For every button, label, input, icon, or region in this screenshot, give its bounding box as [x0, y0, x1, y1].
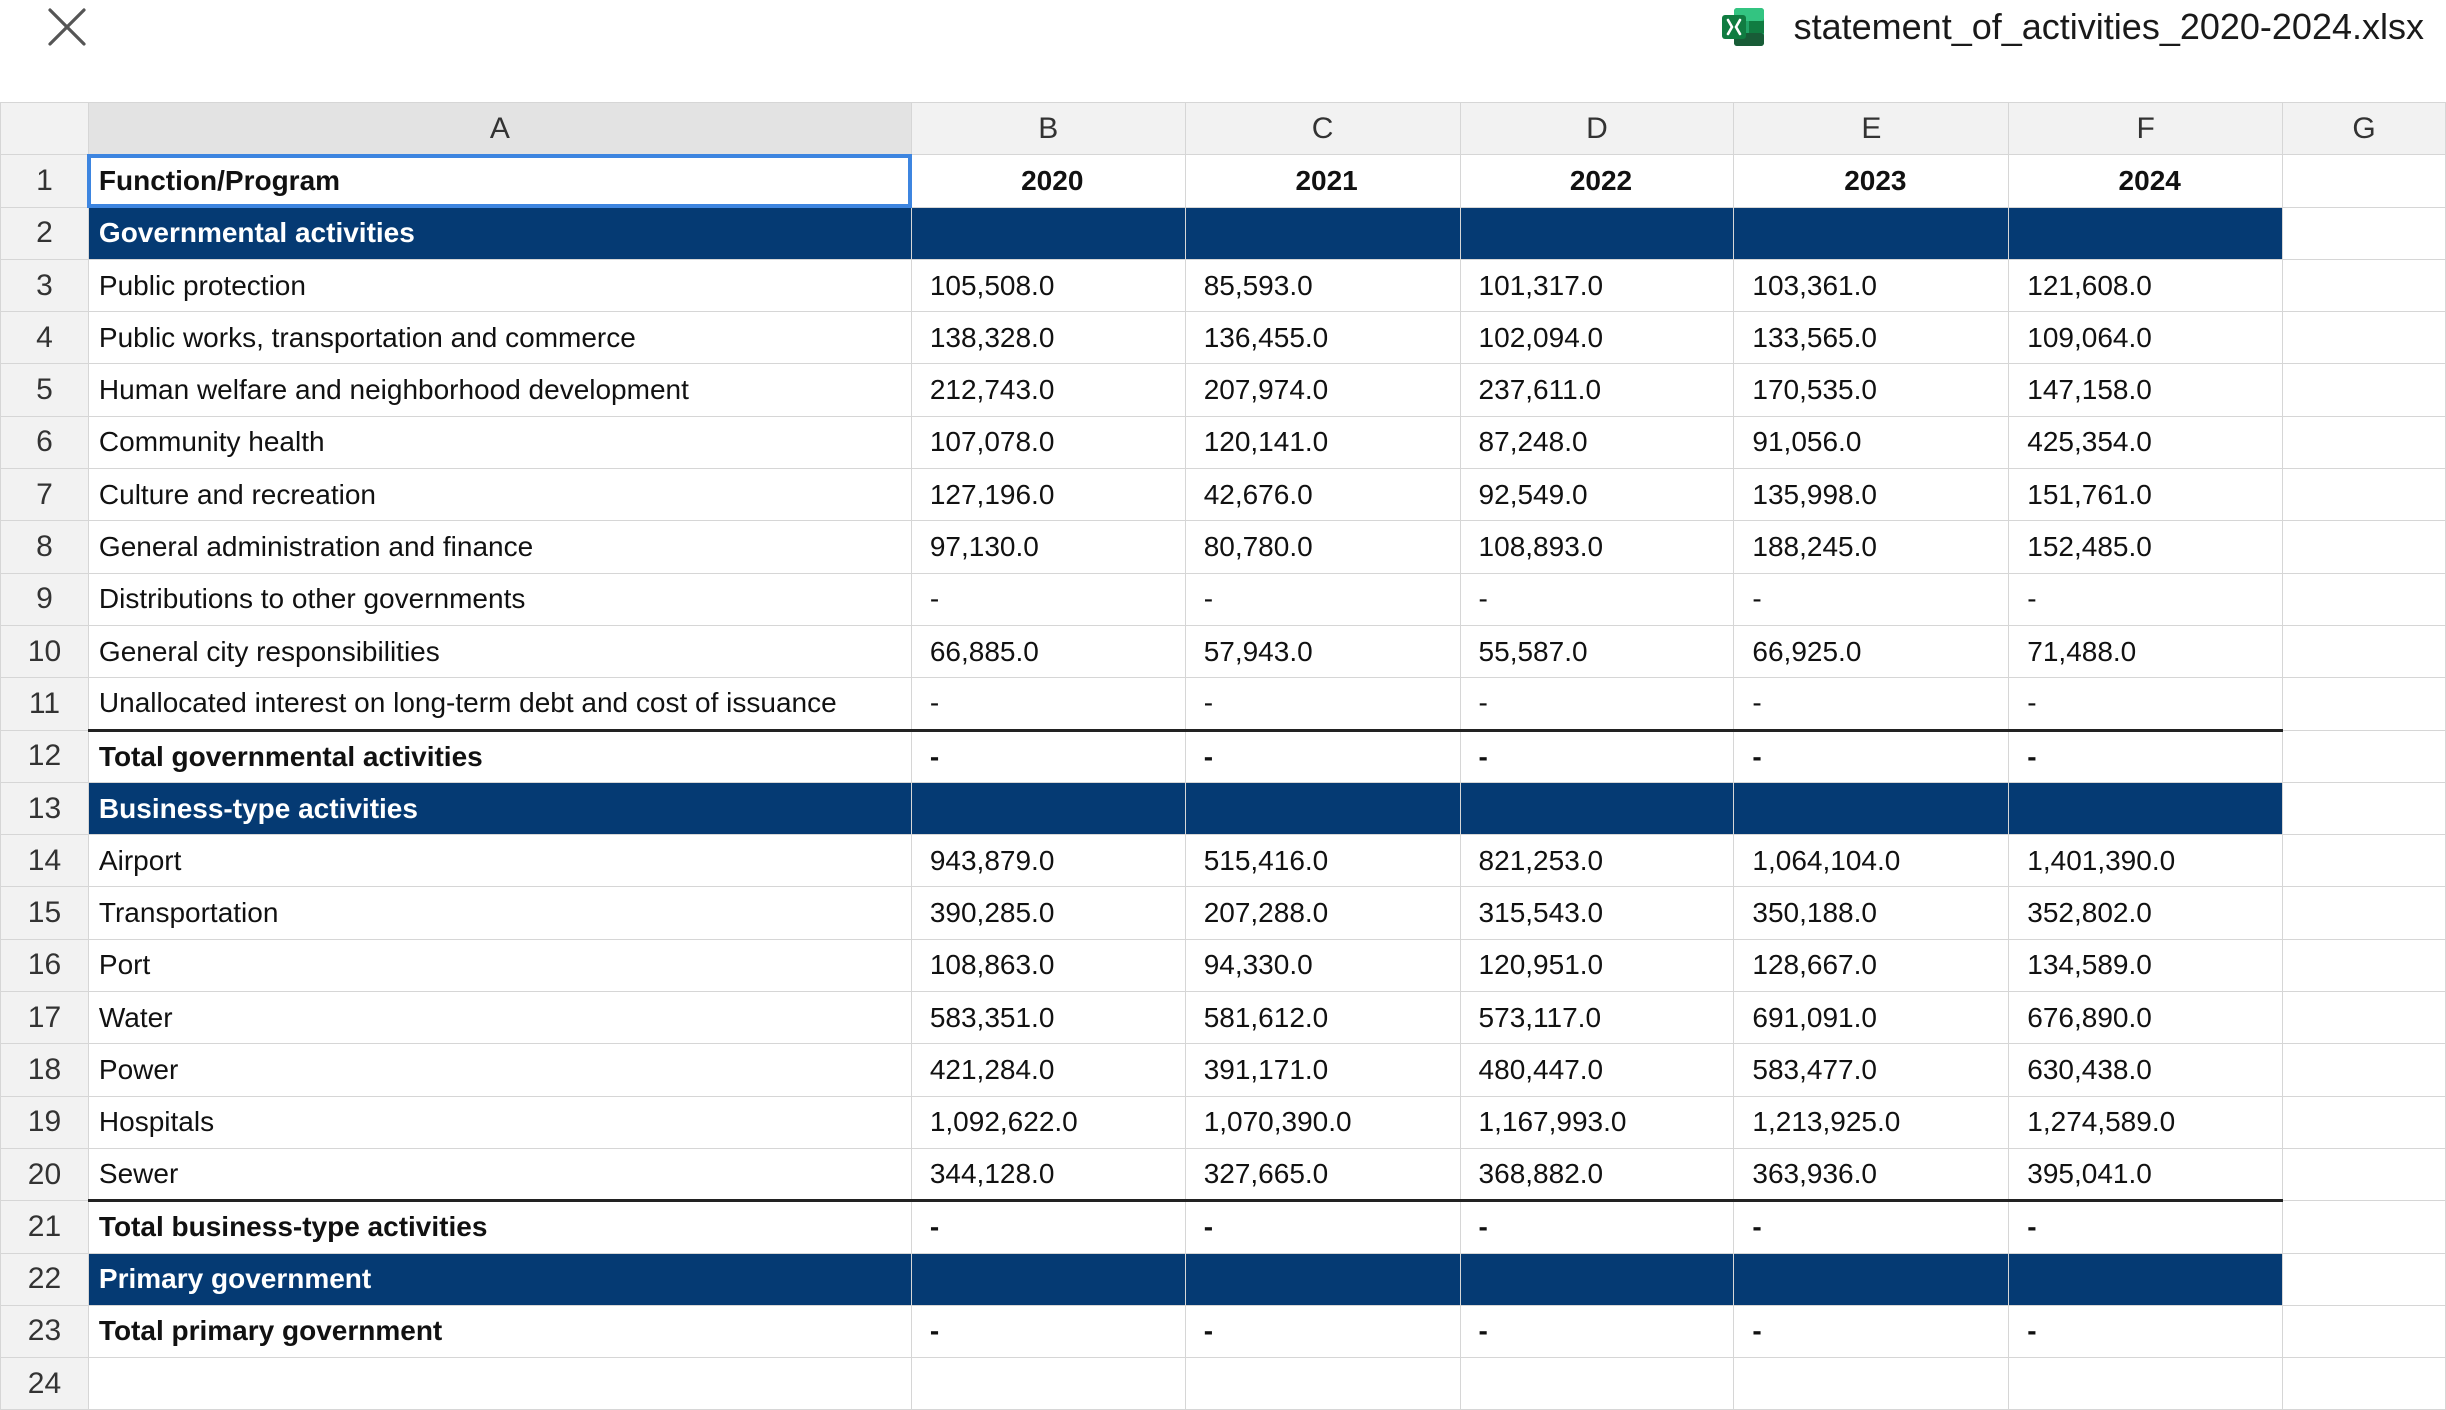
value-cell[interactable]: 57,943.0: [1185, 625, 1460, 677]
column-header-b[interactable]: B: [911, 103, 1185, 155]
empty-cell[interactable]: [2283, 1044, 2446, 1096]
close-button[interactable]: [44, 4, 90, 50]
table-row: [1, 992, 2446, 1044]
value-cell[interactable]: 315,543.0: [1460, 887, 1734, 939]
value-cell[interactable]: 91,056.0: [1734, 416, 2009, 468]
empty-cell[interactable]: [2283, 887, 2446, 939]
value-cell[interactable]: 120,951.0: [1460, 939, 1734, 991]
value-cell[interactable]: -: [911, 730, 1185, 782]
value-cell[interactable]: -: [2009, 730, 2283, 782]
value-cell[interactable]: 1,064,104.0: [1734, 835, 2009, 887]
value-cell[interactable]: 676,890.0: [2009, 992, 2283, 1044]
table-row: [1, 364, 2446, 416]
empty-cell[interactable]: [2283, 939, 2446, 991]
row-header[interactable]: 6: [1, 416, 89, 468]
value-cell[interactable]: -: [1460, 730, 1734, 782]
row-label-cell[interactable]: Governmental activities: [88, 207, 911, 259]
empty-cell[interactable]: [2283, 573, 2446, 625]
table-row: [1, 1044, 2446, 1096]
value-cell[interactable]: 395,041.0: [2009, 1148, 2283, 1200]
table-row: [1, 573, 2446, 625]
table-row: [1, 678, 2446, 730]
select-all-corner[interactable]: [1, 103, 89, 155]
value-cell[interactable]: 101,317.0: [1460, 259, 1734, 311]
value-cell[interactable]: -: [1185, 1201, 1460, 1253]
value-cell[interactable]: [1734, 1358, 2009, 1410]
empty-cell[interactable]: [2283, 1096, 2446, 1148]
row-header[interactable]: 17: [1, 992, 89, 1044]
table-row: [1, 155, 2446, 207]
value-cell[interactable]: 134,589.0: [2009, 939, 2283, 991]
empty-cell[interactable]: [2283, 1253, 2446, 1305]
value-cell[interactable]: [911, 782, 1185, 834]
empty-cell[interactable]: [2283, 521, 2446, 573]
empty-cell[interactable]: [2283, 835, 2446, 887]
value-cell[interactable]: 581,612.0: [1185, 992, 1460, 1044]
row-label-cell[interactable]: Water: [88, 992, 911, 1044]
value-cell[interactable]: 368,882.0: [1460, 1148, 1734, 1200]
table-row: [1, 521, 2446, 573]
value-cell[interactable]: 121,608.0: [2009, 259, 2283, 311]
row-header[interactable]: 21: [1, 1201, 89, 1253]
value-cell[interactable]: [911, 1358, 1185, 1410]
value-cell[interactable]: 97,130.0: [911, 521, 1185, 573]
row-header[interactable]: 4: [1, 312, 89, 364]
column-header-f[interactable]: F: [2009, 103, 2283, 155]
value-cell[interactable]: 109,064.0: [2009, 312, 2283, 364]
row-header[interactable]: 5: [1, 364, 89, 416]
value-cell[interactable]: -: [2009, 678, 2283, 730]
row-header[interactable]: 22: [1, 1253, 89, 1305]
value-cell[interactable]: -: [1734, 678, 2009, 730]
row-header[interactable]: 9: [1, 573, 89, 625]
row-header[interactable]: 23: [1, 1305, 89, 1357]
value-cell[interactable]: [1185, 1358, 1460, 1410]
value-cell[interactable]: -: [1734, 730, 2009, 782]
row-label-cell[interactable]: Business-type activities: [88, 782, 911, 834]
value-cell[interactable]: 2021: [1185, 155, 1460, 207]
value-cell[interactable]: -: [1460, 678, 1734, 730]
excel-icon: [1720, 4, 1766, 50]
value-cell[interactable]: 42,676.0: [1185, 469, 1460, 521]
column-header-a[interactable]: A: [88, 103, 911, 155]
value-cell[interactable]: -: [911, 573, 1185, 625]
table-row: [1, 1148, 2446, 1200]
value-cell[interactable]: [1185, 207, 1460, 259]
row-header[interactable]: 13: [1, 782, 89, 834]
value-cell[interactable]: 1,167,993.0: [1460, 1096, 1734, 1148]
empty-cell[interactable]: [2283, 259, 2446, 311]
value-cell[interactable]: -: [1460, 573, 1734, 625]
value-cell[interactable]: -: [1460, 1305, 1734, 1357]
row-header[interactable]: 7: [1, 469, 89, 521]
value-cell[interactable]: 421,284.0: [911, 1044, 1185, 1096]
value-cell[interactable]: 108,893.0: [1460, 521, 1734, 573]
value-cell[interactable]: 363,936.0: [1734, 1148, 2009, 1200]
value-cell[interactable]: [911, 1253, 1185, 1305]
value-cell[interactable]: 943,879.0: [911, 835, 1185, 887]
value-cell[interactable]: 188,245.0: [1734, 521, 2009, 573]
sheet-body: [1, 155, 2446, 1410]
value-cell[interactable]: 821,253.0: [1460, 835, 1734, 887]
value-cell[interactable]: 1,213,925.0: [1734, 1096, 2009, 1148]
value-cell[interactable]: -: [911, 1201, 1185, 1253]
empty-cell[interactable]: [2283, 207, 2446, 259]
value-cell[interactable]: 350,188.0: [1734, 887, 2009, 939]
value-cell[interactable]: -: [1185, 573, 1460, 625]
table-row: [1, 887, 2446, 939]
sheet-table: [0, 102, 2446, 1410]
value-cell[interactable]: 391,171.0: [1185, 1044, 1460, 1096]
row-header[interactable]: 10: [1, 625, 89, 677]
row-label-cell[interactable]: Total primary government: [88, 1305, 911, 1357]
value-cell[interactable]: -: [1460, 1201, 1734, 1253]
value-cell[interactable]: 515,416.0: [1185, 835, 1460, 887]
value-cell[interactable]: [1185, 1253, 1460, 1305]
row-header[interactable]: 16: [1, 939, 89, 991]
value-cell[interactable]: 108,863.0: [911, 939, 1185, 991]
value-cell[interactable]: -: [1734, 573, 2009, 625]
value-cell[interactable]: 425,354.0: [2009, 416, 2283, 468]
value-cell[interactable]: 327,665.0: [1185, 1148, 1460, 1200]
value-cell[interactable]: -: [911, 678, 1185, 730]
value-cell[interactable]: 480,447.0: [1460, 1044, 1734, 1096]
value-cell[interactable]: [1460, 782, 1734, 834]
spreadsheet-grid[interactable]: [0, 102, 2446, 1400]
empty-cell[interactable]: [2283, 730, 2446, 782]
value-cell[interactable]: -: [1734, 1305, 2009, 1357]
row-label-cell[interactable]: Function/Program: [88, 155, 911, 207]
value-cell[interactable]: [2009, 207, 2283, 259]
empty-cell[interactable]: [2283, 312, 2446, 364]
value-cell[interactable]: -: [2009, 1201, 2283, 1253]
value-cell[interactable]: [1460, 207, 1734, 259]
row-label-cell[interactable]: Transportation: [88, 887, 911, 939]
column-header-e[interactable]: E: [1734, 103, 2009, 155]
row-header[interactable]: 8: [1, 521, 89, 573]
value-cell[interactable]: 138,328.0: [911, 312, 1185, 364]
value-cell[interactable]: 152,485.0: [2009, 521, 2283, 573]
empty-cell[interactable]: [2283, 416, 2446, 468]
empty-cell[interactable]: [2283, 1358, 2446, 1410]
row-header[interactable]: 24: [1, 1358, 89, 1410]
row-label-cell[interactable]: Hospitals: [88, 1096, 911, 1148]
column-header-g[interactable]: G: [2283, 103, 2446, 155]
value-cell[interactable]: 94,330.0: [1185, 939, 1460, 991]
row-label-cell[interactable]: Airport: [88, 835, 911, 887]
value-cell[interactable]: 630,438.0: [2009, 1044, 2283, 1096]
value-cell[interactable]: 92,549.0: [1460, 469, 1734, 521]
row-label-cell[interactable]: Public works, transportation and commerce: [88, 312, 911, 364]
value-cell[interactable]: 85,593.0: [1185, 259, 1460, 311]
row-header[interactable]: 2: [1, 207, 89, 259]
value-cell[interactable]: [2009, 782, 2283, 834]
row-label-cell[interactable]: Public protection: [88, 259, 911, 311]
table-row: [1, 469, 2446, 521]
value-cell[interactable]: [1460, 1253, 1734, 1305]
value-cell[interactable]: 212,743.0: [911, 364, 1185, 416]
table-row: [1, 1201, 2446, 1253]
row-label-cell[interactable]: Sewer: [88, 1148, 911, 1200]
value-cell[interactable]: 344,128.0: [911, 1148, 1185, 1200]
value-cell[interactable]: 1,274,589.0: [2009, 1096, 2283, 1148]
empty-cell[interactable]: [2283, 678, 2446, 730]
row-label-cell[interactable]: General city responsibilities: [88, 625, 911, 677]
value-cell[interactable]: [2009, 1253, 2283, 1305]
value-cell[interactable]: 207,974.0: [1185, 364, 1460, 416]
row-header[interactable]: 3: [1, 259, 89, 311]
value-cell[interactable]: 80,780.0: [1185, 521, 1460, 573]
table-row: [1, 782, 2446, 834]
row-header[interactable]: 20: [1, 1148, 89, 1200]
value-cell[interactable]: 151,761.0: [2009, 469, 2283, 521]
value-cell[interactable]: -: [1185, 1305, 1460, 1357]
value-cell[interactable]: -: [911, 1305, 1185, 1357]
value-cell[interactable]: 66,925.0: [1734, 625, 2009, 677]
value-cell[interactable]: -: [1185, 730, 1460, 782]
table-row: [1, 207, 2446, 259]
row-label-cell[interactable]: Primary government: [88, 1253, 911, 1305]
row-header[interactable]: 11: [1, 678, 89, 730]
value-cell[interactable]: 105,508.0: [911, 259, 1185, 311]
value-cell[interactable]: 127,196.0: [911, 469, 1185, 521]
empty-cell[interactable]: [2283, 364, 2446, 416]
value-cell[interactable]: 2024: [2009, 155, 2283, 207]
table-row: [1, 625, 2446, 677]
value-cell[interactable]: -: [1185, 678, 1460, 730]
table-row: [1, 835, 2446, 887]
table-row: [1, 259, 2446, 311]
column-header-row: [1, 103, 2446, 155]
row-label-cell[interactable]: Power: [88, 1044, 911, 1096]
value-cell[interactable]: -: [2009, 573, 2283, 625]
row-label-cell[interactable]: General administration and finance: [88, 521, 911, 573]
value-cell[interactable]: 147,158.0: [2009, 364, 2283, 416]
table-row: [1, 939, 2446, 991]
column-header-d[interactable]: D: [1460, 103, 1734, 155]
value-cell[interactable]: 207,288.0: [1185, 887, 1460, 939]
table-row: [1, 730, 2446, 782]
value-cell[interactable]: 2022: [1460, 155, 1734, 207]
empty-cell[interactable]: [2283, 1305, 2446, 1357]
value-cell[interactable]: 71,488.0: [2009, 625, 2283, 677]
value-cell[interactable]: 352,802.0: [2009, 887, 2283, 939]
row-header[interactable]: 1: [1, 155, 89, 207]
row-label-cell[interactable]: Culture and recreation: [88, 469, 911, 521]
value-cell[interactable]: [1734, 782, 2009, 834]
value-cell[interactable]: [1734, 207, 2009, 259]
row-header[interactable]: 18: [1, 1044, 89, 1096]
column-header-c[interactable]: C: [1185, 103, 1460, 155]
value-cell[interactable]: 390,285.0: [911, 887, 1185, 939]
value-cell[interactable]: 107,078.0: [911, 416, 1185, 468]
table-row: [1, 1358, 2446, 1410]
table-row: [1, 1253, 2446, 1305]
row-label-cell[interactable]: Human welfare and neighborhood development: [88, 364, 911, 416]
row-label-cell[interactable]: Total governmental activities: [88, 730, 911, 782]
value-cell[interactable]: [1185, 782, 1460, 834]
file-title: [1720, 2, 2424, 52]
value-cell[interactable]: 136,455.0: [1185, 312, 1460, 364]
value-cell[interactable]: -: [1734, 1201, 2009, 1253]
value-cell[interactable]: -: [2009, 1305, 2283, 1357]
value-cell[interactable]: [1460, 1358, 1734, 1410]
table-row: [1, 312, 2446, 364]
value-cell[interactable]: [911, 207, 1185, 259]
value-cell[interactable]: 691,091.0: [1734, 992, 2009, 1044]
value-cell[interactable]: 583,351.0: [911, 992, 1185, 1044]
file-name: statement_of_activities_2020-2024.xlsx: [1793, 6, 2424, 47]
value-cell[interactable]: 66,885.0: [911, 625, 1185, 677]
empty-cell[interactable]: [2283, 992, 2446, 1044]
empty-cell[interactable]: [2283, 1148, 2446, 1200]
row-label-cell[interactable]: Port: [88, 939, 911, 991]
top-bar: [0, 0, 2446, 102]
row-label-cell[interactable]: [88, 1358, 911, 1410]
row-header[interactable]: 12: [1, 730, 89, 782]
value-cell[interactable]: 583,477.0: [1734, 1044, 2009, 1096]
empty-cell[interactable]: [2283, 625, 2446, 677]
value-cell[interactable]: 1,070,390.0: [1185, 1096, 1460, 1148]
empty-cell[interactable]: [2283, 155, 2446, 207]
value-cell[interactable]: 237,611.0: [1460, 364, 1734, 416]
value-cell[interactable]: 120,141.0: [1185, 416, 1460, 468]
value-cell[interactable]: 128,667.0: [1734, 939, 2009, 991]
value-cell[interactable]: 573,117.0: [1460, 992, 1734, 1044]
value-cell[interactable]: 1,092,622.0: [911, 1096, 1185, 1148]
row-header[interactable]: 19: [1, 1096, 89, 1148]
table-row: [1, 1305, 2446, 1357]
value-cell[interactable]: 2023: [1734, 155, 2009, 207]
row-label-cell[interactable]: Unallocated interest on long-term debt and cost of issuance: [88, 678, 911, 730]
value-cell[interactable]: 2020: [911, 155, 1185, 207]
value-cell[interactable]: 133,565.0: [1734, 312, 2009, 364]
value-cell[interactable]: 1,401,390.0: [2009, 835, 2283, 887]
row-label-cell[interactable]: Distributions to other governments: [88, 573, 911, 625]
row-label-cell[interactable]: Community health: [88, 416, 911, 468]
value-cell[interactable]: 135,998.0: [1734, 469, 2009, 521]
value-cell[interactable]: 102,094.0: [1460, 312, 1734, 364]
empty-cell[interactable]: [2283, 1201, 2446, 1253]
empty-cell[interactable]: [2283, 469, 2446, 521]
value-cell[interactable]: 55,587.0: [1460, 625, 1734, 677]
close-icon: [44, 4, 90, 50]
value-cell[interactable]: [1734, 1253, 2009, 1305]
row-header[interactable]: 14: [1, 835, 89, 887]
table-row: [1, 1096, 2446, 1148]
value-cell[interactable]: [2009, 1358, 2283, 1410]
value-cell[interactable]: 87,248.0: [1460, 416, 1734, 468]
empty-cell[interactable]: [2283, 782, 2446, 834]
table-row: [1, 416, 2446, 468]
row-header[interactable]: 15: [1, 887, 89, 939]
value-cell[interactable]: 103,361.0: [1734, 259, 2009, 311]
row-label-cell[interactable]: Total business-type activities: [88, 1201, 911, 1253]
value-cell[interactable]: 170,535.0: [1734, 364, 2009, 416]
